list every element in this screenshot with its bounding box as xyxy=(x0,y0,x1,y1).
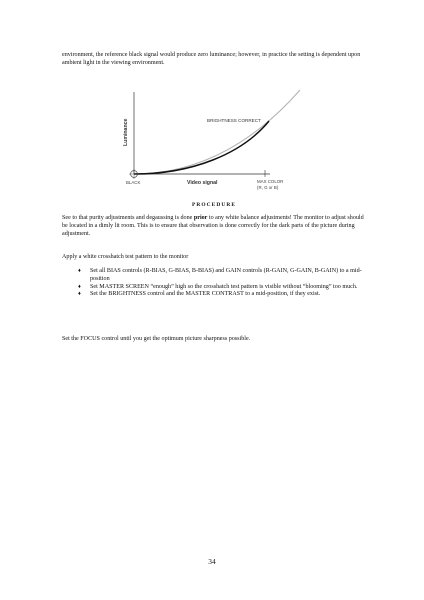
page-number: 34 xyxy=(208,557,216,566)
procedure-text-after: to any white balance adjustments! The monitor to adjust should be located in a dimly lit room. This is to ensure that observation is done correctly for the dark parts of the picture during adjustment. xyxy=(62,215,364,237)
brightness-figure xyxy=(112,84,312,197)
curve-dark xyxy=(134,121,269,174)
list-item: ♦ Set the BRIGHTNESS control and the MASTER CONTRAST to a mid-position, if they exist. xyxy=(78,291,368,299)
procedure-paragraph xyxy=(62,215,366,238)
max-color-sublabel: (R, G or B) xyxy=(257,185,279,190)
list-item: ♦ Set MASTER SCREEN “enough” high so the crosshatch test pattern is visible without “blooming” too much. xyxy=(78,284,368,292)
procedure-text-bold: prior xyxy=(193,215,208,221)
y-axis-label: Luminance xyxy=(123,118,129,146)
black-label: BLACK xyxy=(126,180,141,185)
intro-paragraph: environment, the reference black signal would produce zero luminance; however, in practice the setting is dependent upon ambient light in the viewing environment. xyxy=(62,52,361,66)
procedure-heading: PROCEDURE xyxy=(191,202,237,208)
focus-instruction: Set the FOCUS control until you get the optimum picture sharpness possible. xyxy=(62,336,251,342)
adjustment-list xyxy=(78,268,368,299)
x-axis-label: Video signal xyxy=(187,180,218,186)
procedure-text-before: See to that purity adjustments and degaussing is done xyxy=(62,215,194,221)
curve-light xyxy=(134,90,300,174)
apply-instruction: Apply a white crosshatch test pattern to the monitor xyxy=(62,254,189,260)
curve-label: BRIGHTNESS CORRECT xyxy=(207,118,261,123)
list-item: ♦ Set all BIAS controls (R-BIAS, G-BIAS, B-BIAS) and GAIN controls (R-GAIN, G-GAIN, B-GAIN) to a mid-position xyxy=(78,268,368,284)
max-color-label: MAX COLOR xyxy=(257,179,284,184)
